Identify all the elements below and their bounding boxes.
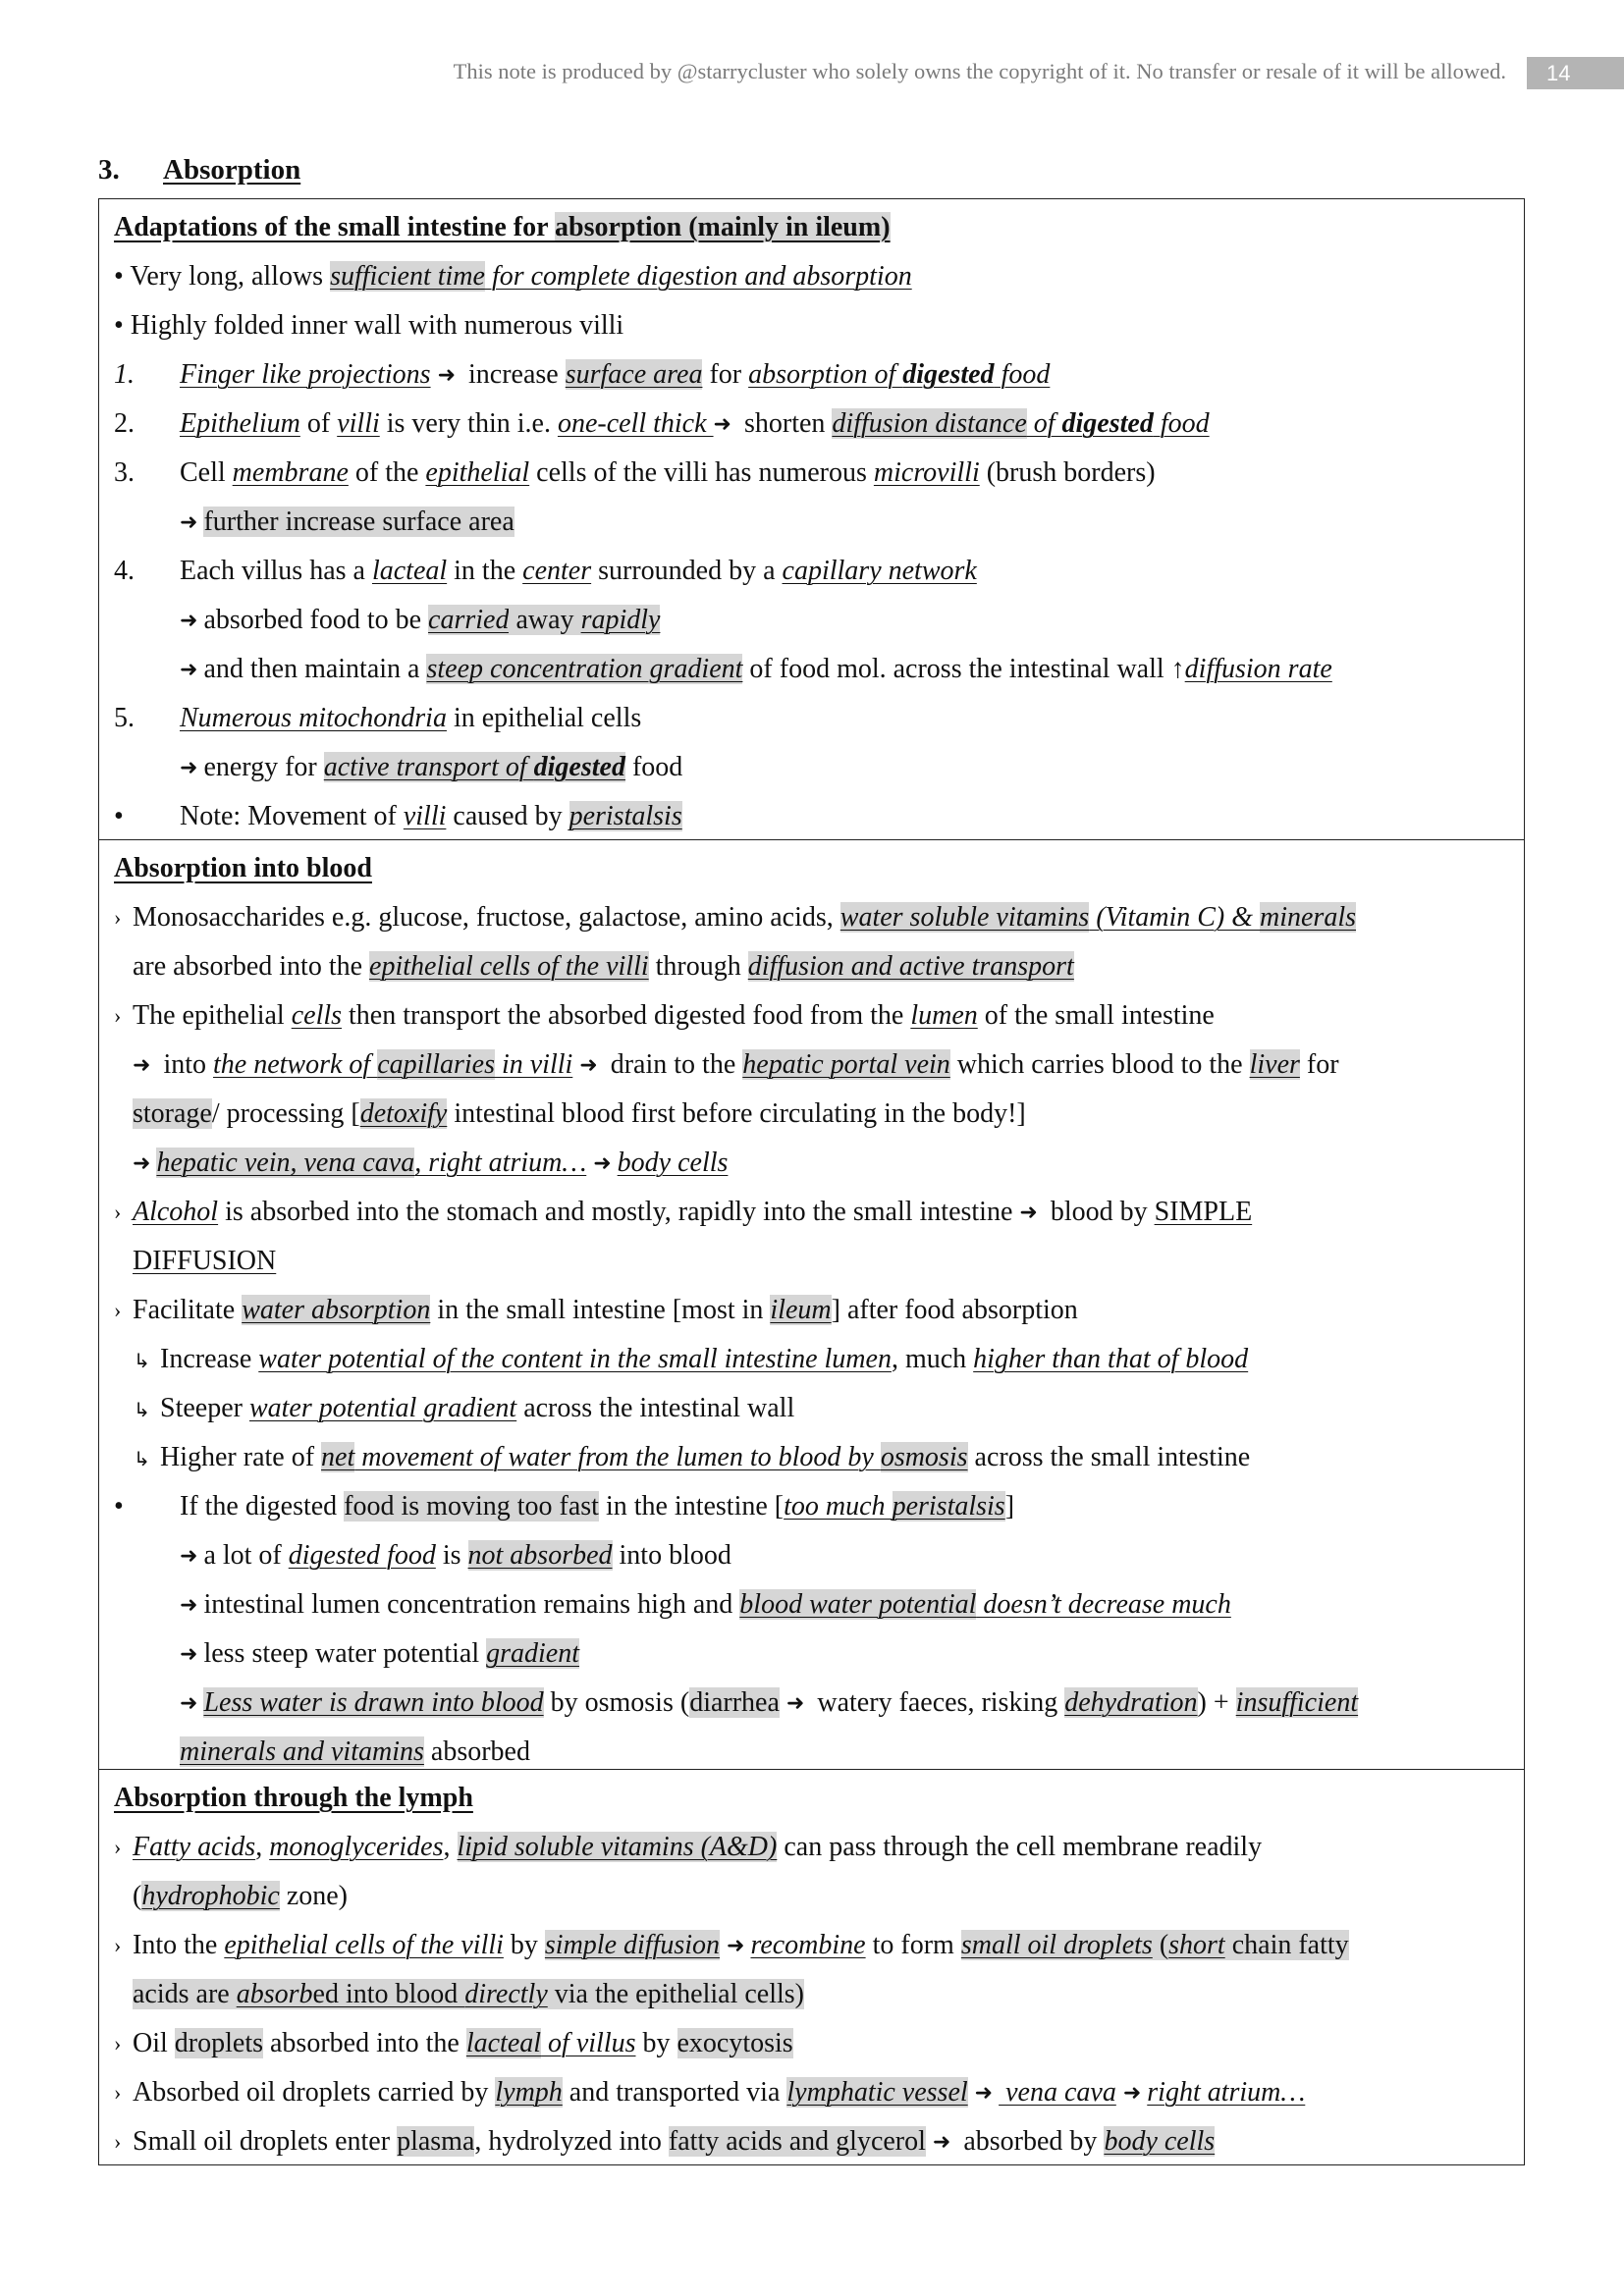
hook-item: ↳ Higher rate of net movement of water from the lumen to blood by osmosis across the small intestine [114, 1433, 1524, 1482]
list-item: › Facilitate water absorption in the small intestine [most in ileum] after food absorption [114, 1286, 1524, 1335]
chevron-right-icon: › [114, 1933, 122, 1957]
list-item-continued: ➜ into the network of capillaries in villi ➜ drain to the hepatic portal vein which carries blood to the liver for [114, 1041, 1524, 1090]
chevron-right-icon: › [114, 1200, 122, 1224]
arrow-right-icon: ➜ [180, 608, 198, 632]
list-item: • Highly folded inner wall with numerous villi [114, 310, 624, 341]
hook-arrow-icon: ↳ [134, 1349, 150, 1372]
list-item: › Oil droplets absorbed into the lacteal of villus by exocytosis [114, 2019, 1524, 2068]
arrow-right-icon: ➜ [713, 411, 731, 436]
sub-point: ➜ a lot of digested food is not absorbed into blood [114, 1531, 1524, 1580]
arrow-right-icon: ➜ [579, 1052, 598, 1077]
hook-item: ↳ Increase water potential of the content in the small intestine lumen, much higher than that of blood [114, 1335, 1524, 1384]
arrow-right-icon: ➜ [727, 1933, 745, 1957]
numbered-item-4: 4. Each villus has a lacteal in the center surrounded by a capillary network [114, 547, 1524, 596]
arrow-right-icon: ➜ [180, 1641, 198, 1666]
list-item: › Alcohol is absorbed into the stomach and mostly, rapidly into the small intestine ➜ blood by SIMPLE [114, 1188, 1524, 1237]
item-number: 5. [114, 703, 135, 733]
arrow-right-icon: ➜ [1122, 2080, 1142, 2105]
panel-adaptations [99, 199, 1524, 839]
panel-heading: Adaptations of the small intestine for absorption (mainly in ileum) [114, 212, 891, 242]
numbered-item-2: 2. Epithelium of villi is very thin i.e. one-cell thick ➜ shorten diffusion distance of digested food [114, 400, 1524, 449]
numbered-item-5: 5. Numerous mitochondria in epithelial cells [114, 694, 1524, 743]
list-item-continued: are absorbed into the epithelial cells of the villi through diffusion and active transport [133, 951, 1074, 982]
arrow-right-icon: ➜ [180, 755, 198, 779]
hook-item: ↳ Steeper water potential gradient across the intestinal wall [114, 1384, 1524, 1433]
hook-arrow-icon: ↳ [134, 1447, 150, 1470]
arrow-right-icon: ➜ [180, 657, 198, 681]
chevron-right-icon: › [114, 2129, 122, 2154]
arrow-right-icon: ➜ [974, 2080, 994, 2105]
list-item: › Absorbed oil droplets carried by lymph and transported via lymphatic vessel ➜ vena cava ➜ right atrium… [114, 2068, 1524, 2117]
section-title [98, 154, 300, 187]
panel-heading: Absorption through the lymph [114, 1783, 473, 1813]
arrow-right-icon: ➜ [785, 1690, 805, 1715]
panel-absorption-into-blood [99, 839, 1524, 1769]
list-item-continued: (hydrophobic zone) [133, 1881, 349, 1911]
notes-box [98, 198, 1525, 2165]
list-item-continued: DIFFUSION [133, 1246, 277, 1276]
bullet-icon: • [114, 1491, 124, 1522]
list-item: › The epithelial cells then transport the absorbed digested food from the lumen of the small intestine [114, 991, 1524, 1041]
sub-point: ➜ energy for active transport of digested food [114, 743, 1524, 792]
arrow-right-icon: ➜ [437, 362, 457, 387]
sub-point: ➜ intestinal lumen concentration remains high and blood water potential doesn’t decrease much [114, 1580, 1524, 1629]
arrow-right-icon: ➜ [180, 1690, 198, 1715]
list-item: › Small oil droplets enter plasma, hydrolyzed into fatty acids and glycerol ➜ absorbed by body cells [114, 2117, 1524, 2166]
arrow-right-icon: ➜ [180, 1543, 198, 1568]
panel-heading: Absorption into blood [114, 853, 372, 883]
bullet-icon: • [114, 261, 124, 292]
arrow-right-icon: ➜ [1019, 1200, 1038, 1224]
chevron-right-icon: › [114, 905, 122, 930]
page-header [0, 57, 1624, 92]
item-number: 2. [114, 408, 135, 439]
list-item-continued: acids are absorbed into blood directly via the epithelial cells) [133, 1979, 804, 2009]
arrow-right-icon: ➜ [593, 1150, 612, 1175]
chevron-right-icon: › [114, 1003, 122, 1028]
arrow-right-icon: ➜ [133, 1150, 151, 1175]
arrow-right-icon: ➜ [133, 1052, 151, 1077]
copyright-note: This note is produced by @starrycluster who solely owns the copyright of it. No transfer or resale of it will be allowed. [453, 59, 1506, 83]
chevron-right-icon: › [114, 2031, 122, 2056]
sub-point: ➜ further increase surface area [114, 498, 1524, 547]
list-item: • Very long, allows sufficient time for complete digestion and absorption [114, 261, 912, 292]
bullet-icon: • [114, 310, 124, 341]
up-arrow-icon: ↑ [1170, 654, 1185, 684]
page-number-badge: 14 [1527, 57, 1624, 89]
chevron-right-icon: › [114, 1835, 122, 1859]
list-item: › Monosaccharides e.g. glucose, fructose, galactose, amino acids, water soluble vitamins (Vitamin C) & minerals [114, 893, 1524, 942]
hook-arrow-icon: ↳ [134, 1398, 150, 1421]
item-number: 1. [114, 359, 135, 390]
item-number: 3. [114, 457, 135, 488]
list-item: › Into the epithelial cells of the villi by simple diffusion ➜ recombine to form small oil droplets (short chain fatty [114, 1921, 1524, 1970]
sub-point: ➜ and then maintain a steep concentration gradient of food mol. across the intestinal wall ↑diffusion rate [114, 645, 1524, 694]
item-number: 4. [114, 556, 135, 586]
arrow-right-icon: ➜ [180, 1592, 198, 1617]
chevron-right-icon: › [114, 2080, 122, 2105]
note-item: • Note: Movement of villi caused by peristalsis [114, 792, 1524, 841]
arrow-right-icon: ➜ [932, 2129, 951, 2154]
bullet-icon: • [114, 801, 124, 831]
sub-point: ➜ Less water is drawn into blood by osmosis (diarrhea ➜ watery faeces, risking dehydration) + insufficient [114, 1679, 1524, 1728]
section-number: 3. [98, 154, 120, 186]
arrow-right-icon: ➜ [180, 509, 198, 534]
chevron-right-icon: › [114, 1298, 122, 1322]
sub-point-continued: minerals and vitamins absorbed [180, 1736, 530, 1767]
list-item: › Fatty acids, monoglycerides, lipid soluble vitamins (A&D) can pass through the cell membrane readily [114, 1823, 1524, 1872]
numbered-item-1: 1. Finger like projections ➜ increase surface area for absorption of digested food [114, 350, 1524, 400]
list-item-continued: storage/ processing [detoxify intestinal blood first before circulating in the body!] [133, 1098, 1026, 1129]
section-title-text: Absorption [163, 154, 301, 186]
panel-absorption-through-lymph [99, 1769, 1524, 2163]
sub-point: ➜ absorbed food to be carried away rapidly [114, 596, 1524, 645]
numbered-item-3: 3. Cell membrane of the epithelial cells of the villi has numerous microvilli (brush borders) [114, 449, 1524, 498]
bullet-item: • If the digested food is moving too fast in the intestine [too much peristalsis] [114, 1482, 1524, 1531]
list-item-continued: ➜ hepatic vein, vena cava, right atrium… ➜ body cells [114, 1139, 1524, 1188]
sub-point: ➜ less steep water potential gradient [114, 1629, 1524, 1679]
